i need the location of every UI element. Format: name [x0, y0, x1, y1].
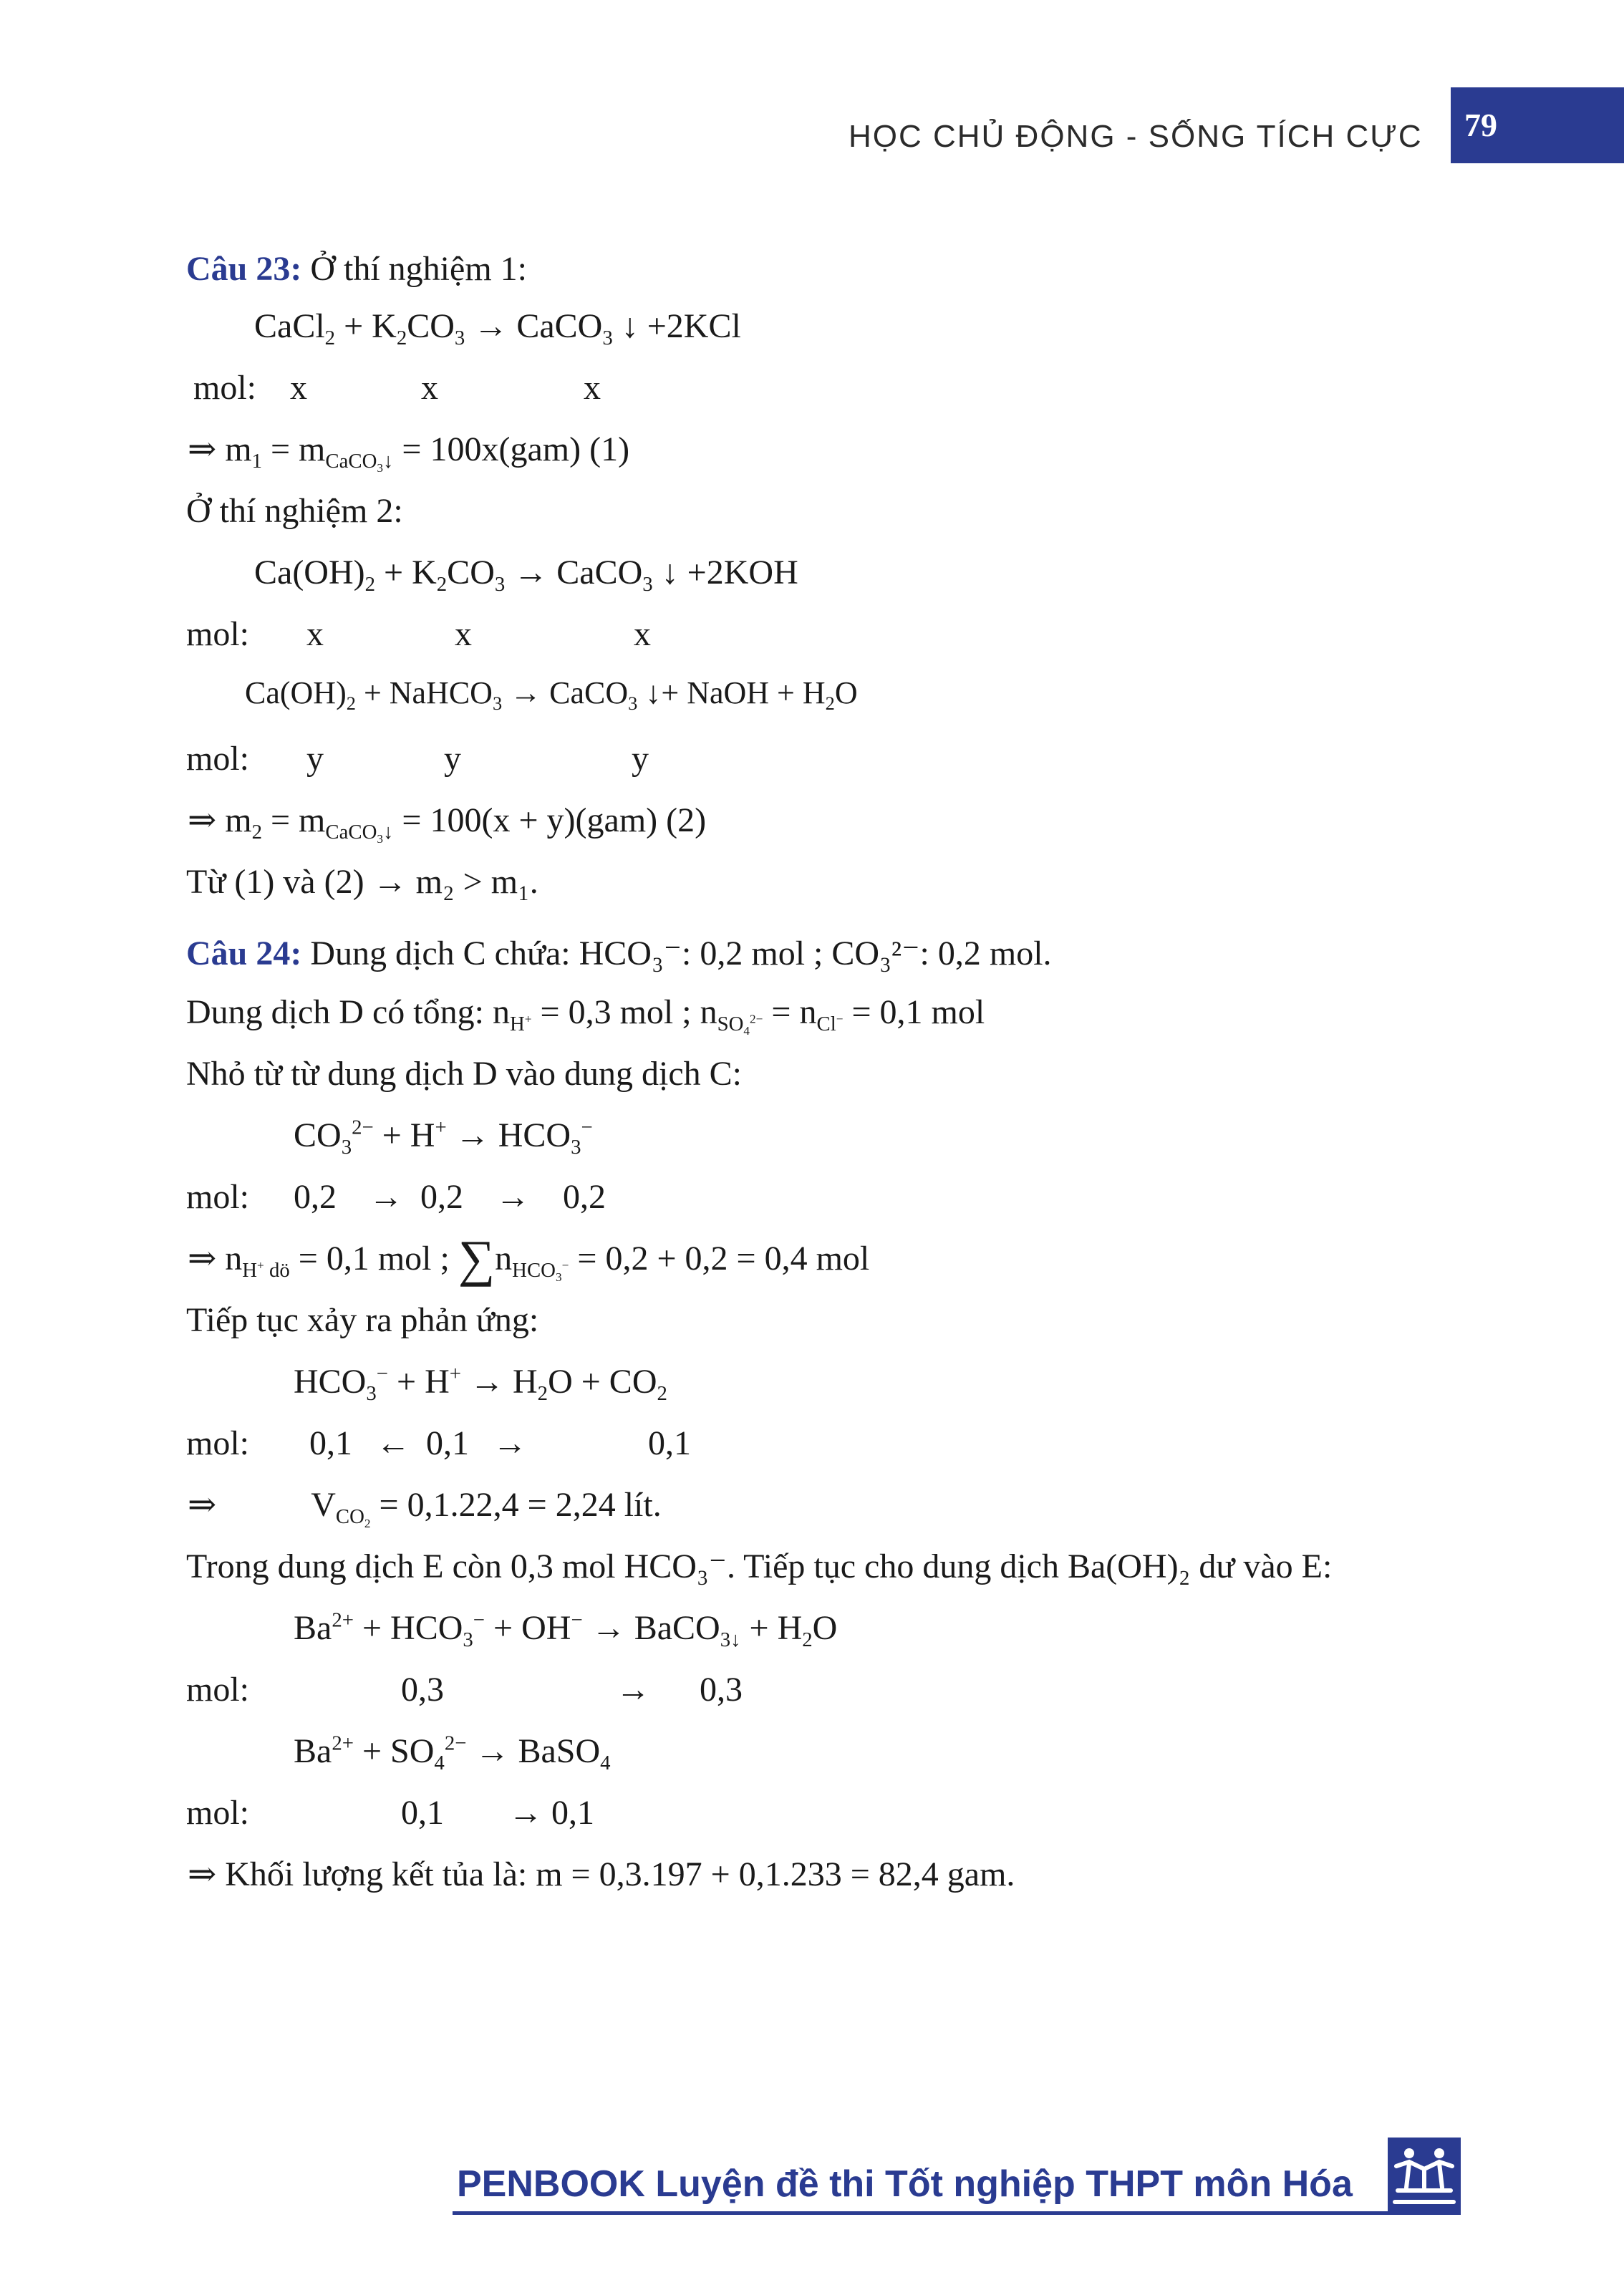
- q23-intro2: Ở thí nghiệm 2:: [186, 492, 403, 530]
- q23-mol-row2: mol: x x x: [186, 615, 651, 653]
- q24-eq4: $Ba^{2+} + SO_4^{2-}$ → BaSO$_4$: [294, 1731, 611, 1775]
- q24-continue: Tiếp tục xảy ra phản ứng:: [186, 1301, 539, 1339]
- q24-mol-row3: mol: 0,3 → 0,3: [186, 1671, 743, 1709]
- footer-rule: [453, 2211, 1389, 2215]
- q24-mol-row1: mol: 0,2 → 0,2 → 0,2: [186, 1178, 606, 1216]
- q24-e-line: Trong dung dịch E còn 0,3 mol HCO₃⁻. Tiếp tục cho dung dịch Ba(OH)₂ dư vào E:: [186, 1547, 1333, 1585]
- q23-eq2: $Ca(OH)_2 + K_2CO_3$ → CaCO$_3$ ↓ +2KOH: [254, 554, 798, 596]
- q24-eq3: $Ba^{2+} + HCO_3^- + OH^-$ → BaCO$_{3↓}$ + $H_2O$: [294, 1608, 838, 1652]
- footer-title: PENBOOK Luyện đề thi Tốt nghiệp THPT môn Hóa: [457, 2163, 1353, 2205]
- q23-mol-row1: mol: x x x: [193, 369, 601, 407]
- page-number: 79: [1464, 107, 1497, 143]
- q24-eq1: $CO_3^{2-} + H^+ \to HCO_3^-$: [294, 1116, 593, 1159]
- q24-heading: [186, 934, 1052, 972]
- q24-excess: ⇒ $n_{H^+ dö} = 0,1$ mol ; $\sum n_{HCO_3^-} = 0,2 + 0,2 = 0,4$ mol: [188, 1230, 870, 1288]
- q23-intro1: Ở thí nghiệm 1:: [310, 250, 527, 288]
- q23-eq1: CaCl$_2$ + $K_2CO_3$ → CaCO$_3$ ↓ +2KCl: [254, 307, 741, 350]
- q23-m2: ⇒ $m_2 = m_{CaCO_3↓} = 100(x + y)(gam)$ (2): [188, 801, 707, 846]
- logo-icon: [1388, 2138, 1461, 2215]
- q23-m1: ⇒ $m_1 = m_{CaCO_3↓} = 100x(gam)$ (1): [188, 430, 630, 475]
- q24-final: ⇒ Khối lượng kết tủa là: m = 0,3.197 + 0,1.233 = 82,4 gam.: [188, 1855, 1015, 1893]
- q23-mol-row3: mol: y y y: [186, 740, 649, 778]
- running-header: HỌC CHỦ ĐỘNG - SỐNG TÍCH CỰC: [849, 119, 1423, 154]
- q24-label: Câu 24:: [186, 934, 302, 972]
- q24-volume: ⇒ $V_{CO_2} = 0,1.22,4 = 2,24$ lít.: [188, 1486, 662, 1531]
- q24-mol-row4: mol: 0,1 → 0,1: [186, 1794, 594, 1832]
- q24-intro: Dung dịch C chứa: HCO₃⁻: 0,2 mol ; CO₃²⁻: 0,2 mol.: [310, 934, 1052, 972]
- q24-line2: Dung dịch D có tổng: $n_{H^+} = 0,3$ mol ; $n_{SO_4^{2-}} = n_{Cl^-} = 0,1$ mol: [186, 993, 985, 1038]
- q24-mol-row2: mol: 0,1 ← 0,1 → 0,1: [186, 1424, 691, 1462]
- q23-eq3: $Ca(OH)_2$ + NaHCO$_3$ → CaCO$_3$ ↓+ NaOH + $H_2O$: [245, 675, 858, 715]
- q23-heading: [186, 252, 527, 286]
- q24-eq2: $HCO_3^- + H^+ \to H_2O + CO_2$: [294, 1362, 667, 1406]
- q24-drop: Nhỏ từ từ dung dịch D vào dung dịch C:: [186, 1055, 742, 1093]
- q23-conclusion: Từ (1) và (2) → m₂ > m₁.: [186, 863, 538, 901]
- q23-label: Câu 23:: [186, 250, 302, 288]
